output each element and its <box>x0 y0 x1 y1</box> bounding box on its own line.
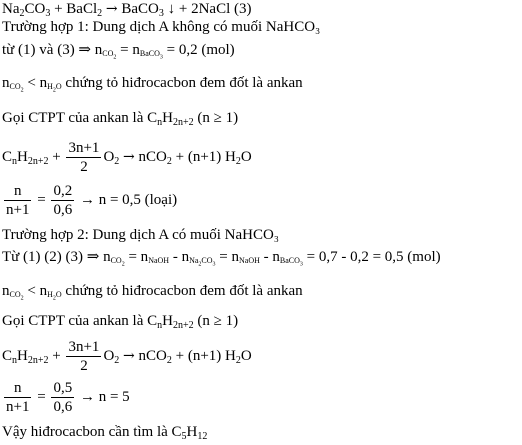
conclusion: Vậy hiđrocacbon cần tìm là $C_5H_{12}$ <box>2 424 208 442</box>
case1-formula: Gọi CTPT của ankan là $C_nH_{2n+2}$ (n ≥ 1) <box>2 110 239 128</box>
equation-3: $Na_2CO_3$ + BaCl$_2$ → BaCO$_3$ ↓ + 2NaCl (3) <box>2 1 252 19</box>
case1-comparison: $nCO_2 < nH_2O$ chứng tỏ hiđrocacbon đem đốt là ankan <box>2 75 303 94</box>
case1-combustion: $C_nH_{2n+2}$ + $\frac{3n+1}{2}$ $O_2 \to nCO_2 + (n+1)$ $H_2O$ <box>2 140 252 176</box>
case2-heading: Trường hợp 2: Dung dịch A có muối NaHCO₃ <box>2 227 280 243</box>
case1-ratio: $\frac{n}{n+1}$ = $\frac{0,2}{0,6}$ → n = 0,5 (loại) <box>6 183 178 219</box>
case2-formula: Gọi CTPT của ankan là $C_nH_{2n+2}$ (n ≥ 1) <box>2 313 239 331</box>
case1-heading: Trường hợp 1: Dung dịch A không có muối NaHCO₃ <box>2 19 321 35</box>
case1-result: → n = 0,5 (loại) <box>79 192 178 208</box>
case2-result: → n = 5 <box>79 389 130 405</box>
case2-derivation: Từ (1) (2) (3) ⇒ nCO$_2$ = nNaOH - $nNa_2CO_3$ = nNaOH - nBaCO$_3$ = 0,7 - 0,2 = 0,5 (mol) <box>2 249 441 268</box>
case2-compare-text: chứng tỏ hiđrocacbon đem đốt là ankan <box>65 283 303 299</box>
case1-compare-text: chứng tỏ hiđrocacbon đem đốt là ankan <box>65 75 303 91</box>
case2-ratio: $\frac{n}{n+1}$ = $\frac{0,5}{0,6}$ → n = 5 <box>6 380 130 416</box>
case1-derivation: từ (1) và (3) ⇒ nCO$_2$ = nBaCO$_3$ = 0,2 (mol) <box>2 42 235 61</box>
case2-oxygen-fraction: $\frac{3n+1}{2}$ <box>68 339 100 375</box>
case1-oxygen-fraction: $\frac{3n+1}{2}$ <box>68 140 100 176</box>
case2-derive-tail: = 0,7 - 0,2 = 0,5 (mol) <box>306 249 441 265</box>
case2-combustion: $C_nH_{2n+2}$ + $\frac{3n+1}{2}$ $O_2 \to nCO_2 + (n+1)$ $H_2O$ <box>2 339 252 375</box>
case2-comparison: $nCO_2 < nH_2O$ chứng tỏ hiđrocacbon đem đốt là ankan <box>2 283 303 302</box>
